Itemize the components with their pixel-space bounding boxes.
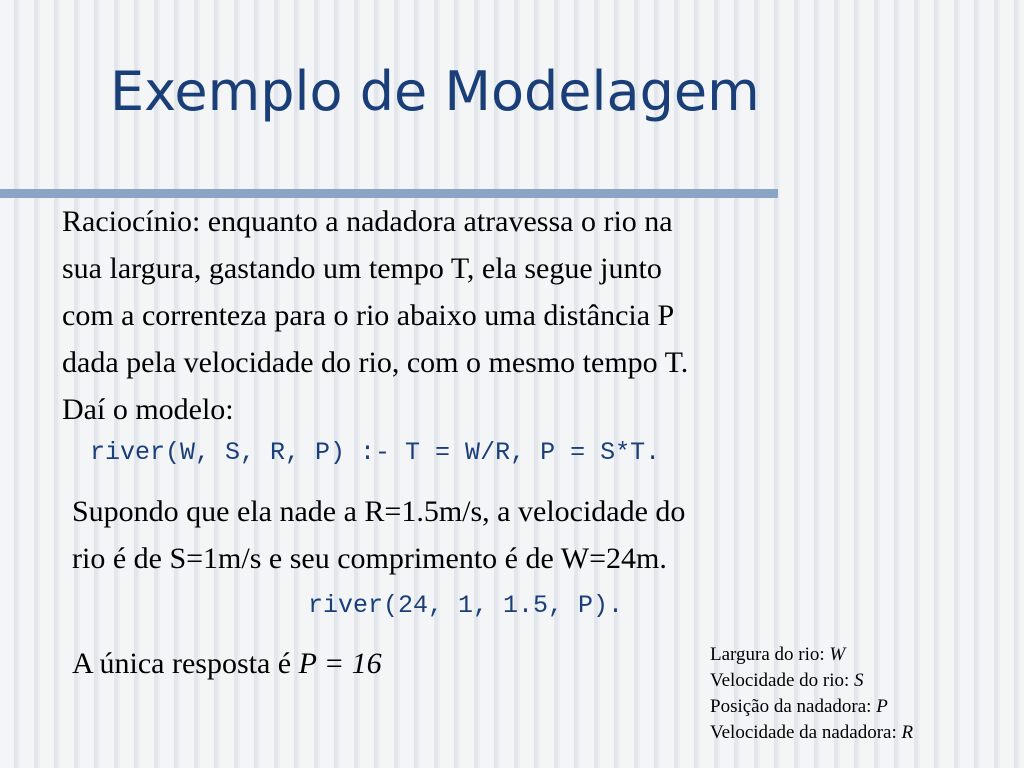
slide-title: Exemplo de Modelagem: [110, 60, 760, 123]
supposition-line: Supondo que ela nade a R=1.5m/s, a velocidade do: [72, 495, 686, 528]
reasoning-paragraph: [62, 198, 688, 433]
legend-label: Velocidade do rio:: [710, 670, 855, 691]
legend-item-river-speed: [710, 668, 913, 694]
legend-label: Posição da nadadora:: [710, 696, 877, 717]
legend-item-swimmer-position: [710, 694, 913, 720]
answer-line: [72, 640, 382, 687]
variable-legend: [710, 642, 913, 746]
legend-item-swimmer-speed: [710, 720, 913, 746]
reasoning-line: com a correnteza para o rio abaixo uma distância P: [62, 299, 675, 332]
reasoning-line: dada pela velocidade do rio, com o mesmo tempo T.: [62, 346, 689, 379]
query-code: river(24, 1, 1.5, P).: [308, 591, 624, 620]
answer-math: P = 16: [298, 647, 382, 680]
legend-variable: S: [854, 670, 864, 691]
title-underline-rule: [0, 189, 778, 198]
supposition-paragraph: [72, 488, 685, 582]
legend-label: Largura do rio:: [710, 644, 830, 665]
legend-variable: W: [829, 644, 846, 665]
reasoning-line: sua largura, gastando um tempo T, ela segue junto: [62, 252, 662, 285]
model-code: river(W, S, R, P) :- T = W/R, P = S*T.: [90, 438, 661, 467]
legend-label: Velocidade da nadadora:: [710, 722, 902, 743]
answer-prefix: A única resposta é: [72, 647, 299, 680]
legend-item-width: [710, 642, 913, 668]
supposition-line: rio é de S=1m/s e seu comprimento é de W=24m.: [72, 542, 667, 575]
legend-variable: P: [876, 696, 888, 717]
reasoning-line: Daí o modelo:: [62, 393, 234, 426]
reasoning-line: Raciocínio: enquanto a nadadora atravessa o rio na: [62, 205, 673, 238]
legend-variable: R: [901, 722, 914, 743]
